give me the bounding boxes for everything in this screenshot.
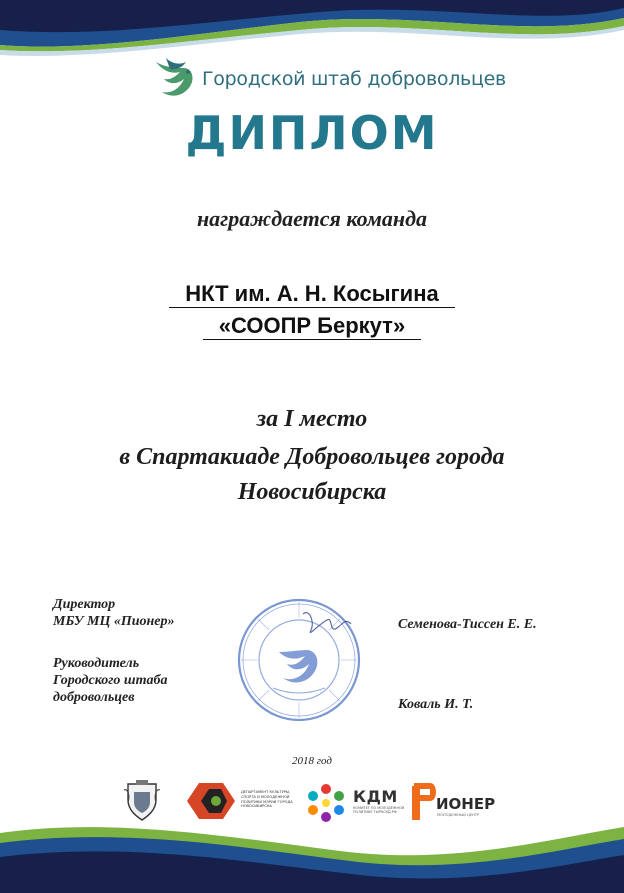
signatory-2-name: Коваль И. Т. (398, 697, 474, 712)
kdm-logo-text: КДМ (353, 787, 398, 806)
diploma-year: 2018 год (292, 755, 332, 767)
kdm-logo-subtitle: КОМИТЕТ ПО МОЛОДЕЖНОЙ ПОЛИТИКЕ ТЫРНСКД.РФ (353, 806, 405, 815)
official-seal-stamp (233, 594, 365, 726)
team-name-line-2: «СООПР Беркут» (0, 313, 624, 339)
reason-line-3: Новосибирска (237, 479, 387, 505)
bottom-wave-decoration (0, 813, 624, 893)
diploma-title: ДИПЛОМ (185, 106, 439, 160)
signatory-2-title: Руководитель Городского штаба добровольцев (53, 656, 168, 705)
reason-line-2: в Спартакиаде Добровольцев города (119, 444, 505, 470)
top-wave-decoration (0, 0, 624, 60)
organization-name: Городской штаб добровольцев (202, 68, 506, 90)
awarded-text: награждается команда (196, 206, 428, 231)
team-name-line-1: НКТ им. А. Н. Косыгина (0, 281, 624, 307)
reason-line-1: за I место (256, 406, 368, 432)
bird-logo-icon (150, 52, 200, 102)
pioneer-logo-subtitle: МОЛОДЕЖНЫЙ ЦЕНТР (437, 813, 480, 817)
department-logo-text: ДЕПАРТАМЕНТ КУЛЬТУРЫ, СПОРТА И МОЛОДЕЖНОЙ ПОЛИТИКИ МЭРИИ ГОРОДА НОВОСИБИРСКА (241, 790, 293, 809)
pioneer-logo-text: ИОНЕР (436, 795, 496, 813)
signatory-1-name: Семенова-Тиссен Е. Е. (398, 617, 537, 632)
organization-header (150, 52, 506, 102)
signatory-1-title: Директор МБУ МЦ «Пионер» (53, 597, 175, 629)
